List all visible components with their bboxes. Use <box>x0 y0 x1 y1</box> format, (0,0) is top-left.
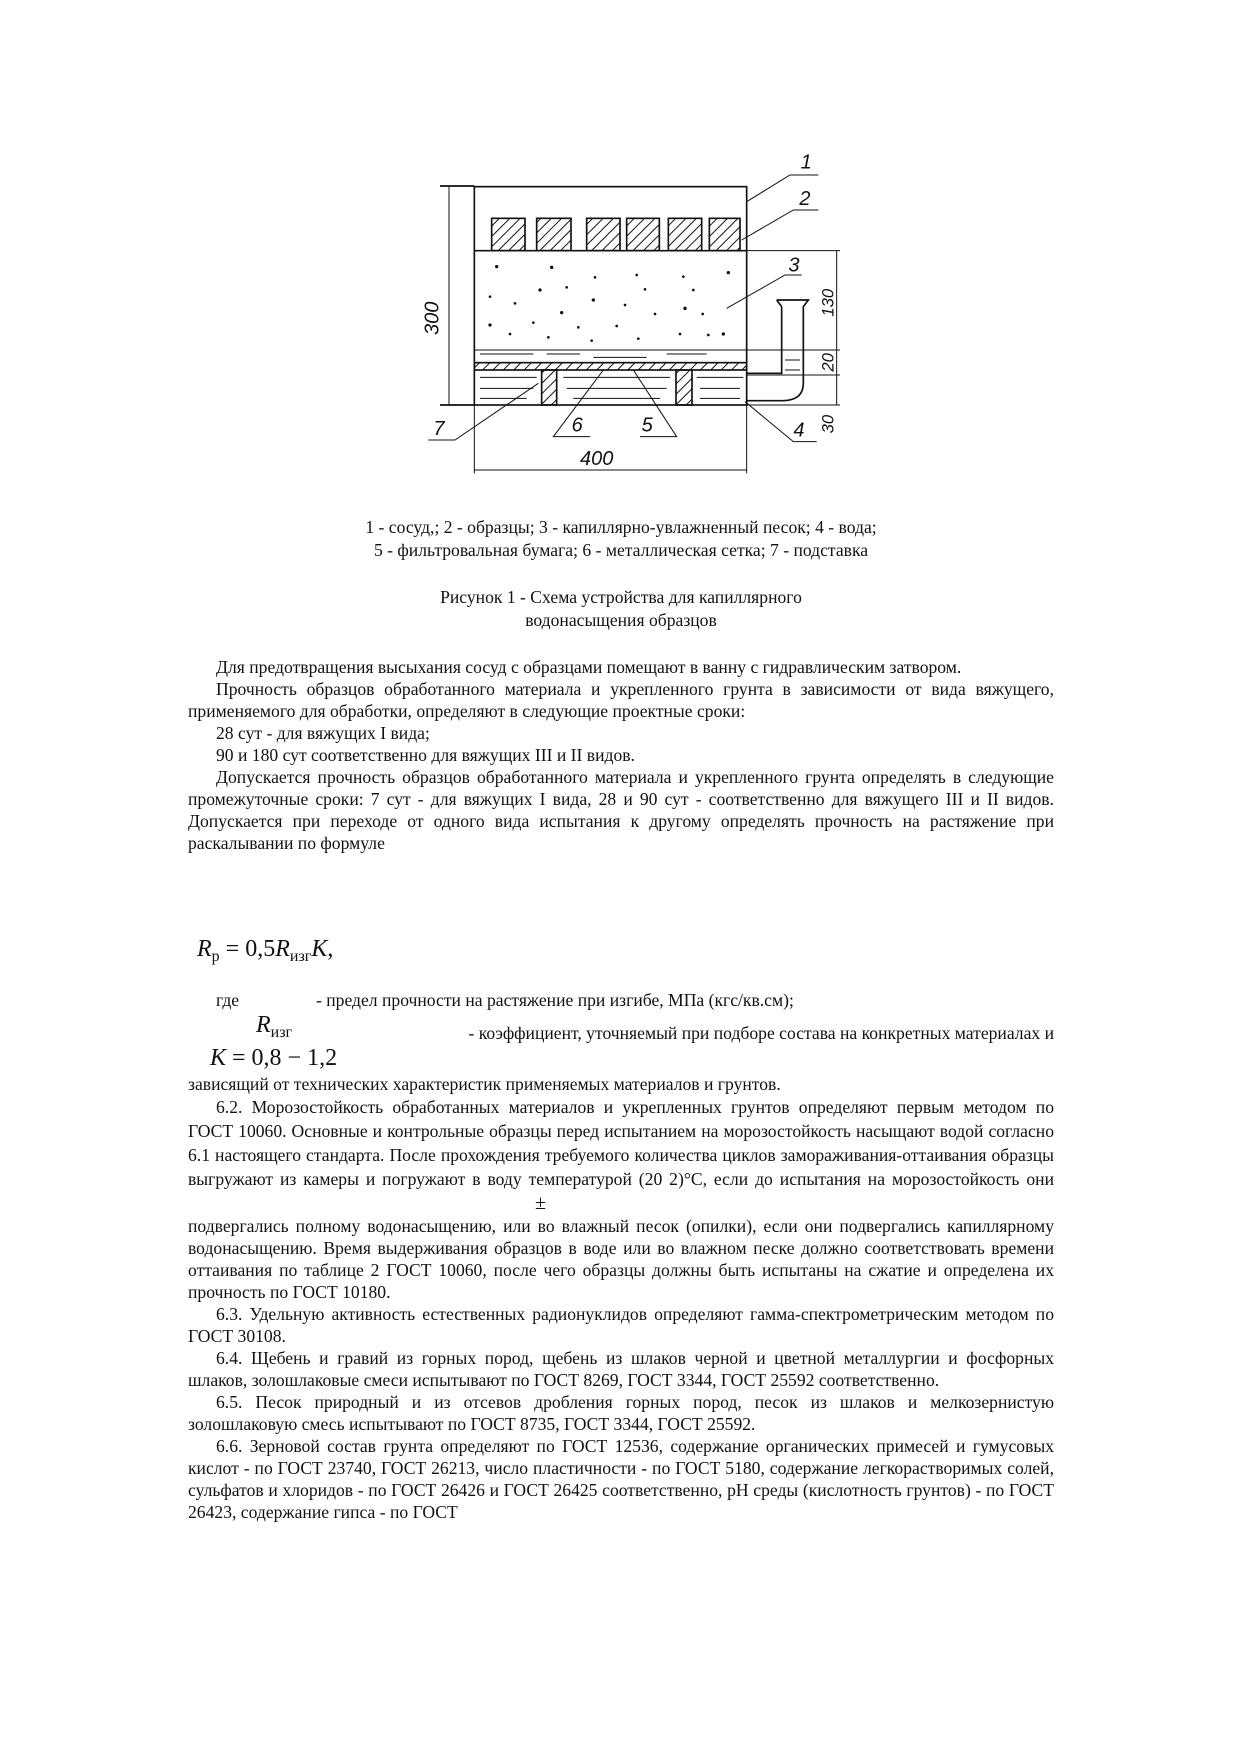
paragraph: 6.6. Зерновой состав грунта определяют по ГОСТ 12536, содержание органических примесей и гумусовых кислот - по ГОСТ 23740, ГОСТ 26213, число пластичности - по ГОСТ 5180, содержание легкорастворимых солей, сульфатов и хлоридов - по ГОСТ 26426 и ГОСТ 26425 соответственно, pH среды (кислотность грунтов) - по ГОСТ 26423, содержание гипса - по ГОСТ <box>188 1436 1054 1522</box>
formula-subscript: изг <box>270 1024 293 1041</box>
formula-rp <box>197 936 334 965</box>
formula-symbol: R <box>275 936 290 962</box>
r-definition: - предел прочности на растяжение при изгибе, МПа (кгс/кв.см); <box>316 990 794 1010</box>
formula-subscript: р <box>211 948 220 965</box>
body-text-b <box>188 1073 1054 1523</box>
paragraph: 28 сут - для вяжущих I вида; <box>216 723 430 743</box>
label-3: 3 <box>788 254 800 277</box>
legend-line: 5 - фильтровальная бумага; 6 - металлическая сетка; 7 - подставка <box>373 540 869 560</box>
paragraph: 6.5. Песок природный и из отсевов дробления горных пород, песок из шлаков и мелкозернистую золошлаковую смесь испытывают по ГОСТ 8735, ГОСТ 3344, ГОСТ 25592. <box>188 1392 1054 1434</box>
paragraph: Для предотвращения высыхания сосуд с образцами помещают в ванну с гидравлическим затвором. <box>216 657 962 677</box>
paragraph: Допускается прочность образцов обработанного материала и укрепленного грунта определять в следующие промежуточные сроки: 7 сут - для вяжущих I вида, 28 и 90 сут - соответственно для вяжущего III и II видов. Допускается при переходе от одного вида испытания к другому определять прочность на растяжение при раскалывании по формуле <box>188 767 1054 853</box>
paragraph: 90 и 180 сут соответственно для вяжущих III и II видов. <box>216 745 635 765</box>
dim-300: 300 <box>421 301 444 335</box>
k-definition-continued: зависящий от технических характеристик применяемых материалов и грунтов. <box>188 1074 781 1094</box>
paragraph: Прочность образцов обработанного материала и укрепленного грунта в зависимости от вида вяжущего, применяемого для обработки, определяют в следующие проектные сроки: <box>188 679 1054 721</box>
body-text-a <box>188 656 1054 854</box>
legend-line: 1 - сосуд,; 2 - образцы; 3 - капиллярно-увлажненный песок; 4 - вода; <box>365 517 877 537</box>
plus-minus-sign: ± <box>535 1192 546 1214</box>
label-4: 4 <box>793 419 805 442</box>
paragraph: 6.3. Удельную активность естественных радионуклидов определяют гамма-спектрометрическим методом по ГОСТ 30108. <box>188 1304 1054 1346</box>
sand-dots <box>488 265 730 342</box>
paragraph: 6.4. Щебень и гравий из горных пород, щебень из шлаков черной и цветной металлургии и фосфорных шлаков, золошлаковые смеси испытывают по ГОСТ 8269, ГОСТ 3344, ГОСТ 25592 соответственно. <box>188 1348 1054 1390</box>
where-label: где <box>216 990 240 1010</box>
formula-text: = 0,5 <box>219 936 276 962</box>
label-6: 6 <box>571 414 583 437</box>
figure-legend <box>188 516 1054 562</box>
water-lines <box>480 354 800 398</box>
label-5: 5 <box>641 414 653 437</box>
formula-symbol: K <box>311 936 328 962</box>
dim-30: 30 <box>818 414 838 434</box>
capillary-saturation-diagram <box>380 140 840 480</box>
metal-mesh <box>474 363 746 370</box>
formula-symbol: R <box>256 1012 271 1038</box>
formula-subscript: изг <box>289 948 312 965</box>
figure-caption <box>188 586 1054 632</box>
dim-20: 20 <box>818 353 838 372</box>
label-7: 7 <box>433 418 445 440</box>
k-definition: - коэффициент, уточняемый при подборе состава на конкретных материалах и <box>468 1023 1054 1043</box>
formula-symbol: K <box>210 1045 227 1071</box>
label-1: 1 <box>800 151 812 174</box>
paragraph: подвергались полному водонасыщению, или во влажный песок (опилки), если они подвергались капиллярному водонасыщению. Время выдерживания образцов в воде или во влажном песке должно соответствовать времени оттаивания по таблице 2 ГОСТ 10060, после чего образцы должны быть испытаны на сжатие и определена их прочность по ГОСТ 10180. <box>188 1216 1054 1302</box>
formula-symbol: R <box>197 936 212 962</box>
formula-text: , <box>327 936 334 962</box>
dim-130: 130 <box>818 288 838 317</box>
dim-400: 400 <box>580 448 614 470</box>
section-6-2: 6.2. Морозостойкость обработанных материалов и укрепленных грунтов определяют первым методом по ГОСТ 10060. Основные и контрольные образцы перед испытанием на морозостойкость насыщают водой согласно 6.1 настоящего стандарта. После прохождения требуемого количества циклов замораживания-оттаивания образцы выгружают из камеры и погружают в воду температурой (20 2)°С, если до испытания на морозостойкость они <box>188 1097 1054 1189</box>
label-2: 2 <box>799 188 811 210</box>
k-range <box>210 1045 337 1071</box>
r-izg-symbol <box>256 1012 293 1041</box>
plus-minus-row <box>188 1191 1054 1215</box>
caption-line: Рисунок 1 - Схема устройства для капиллярного <box>440 587 802 607</box>
formula-text: = 0,8 − 1,2 <box>226 1045 338 1071</box>
caption-line: водонасыщения образцов <box>525 610 717 630</box>
